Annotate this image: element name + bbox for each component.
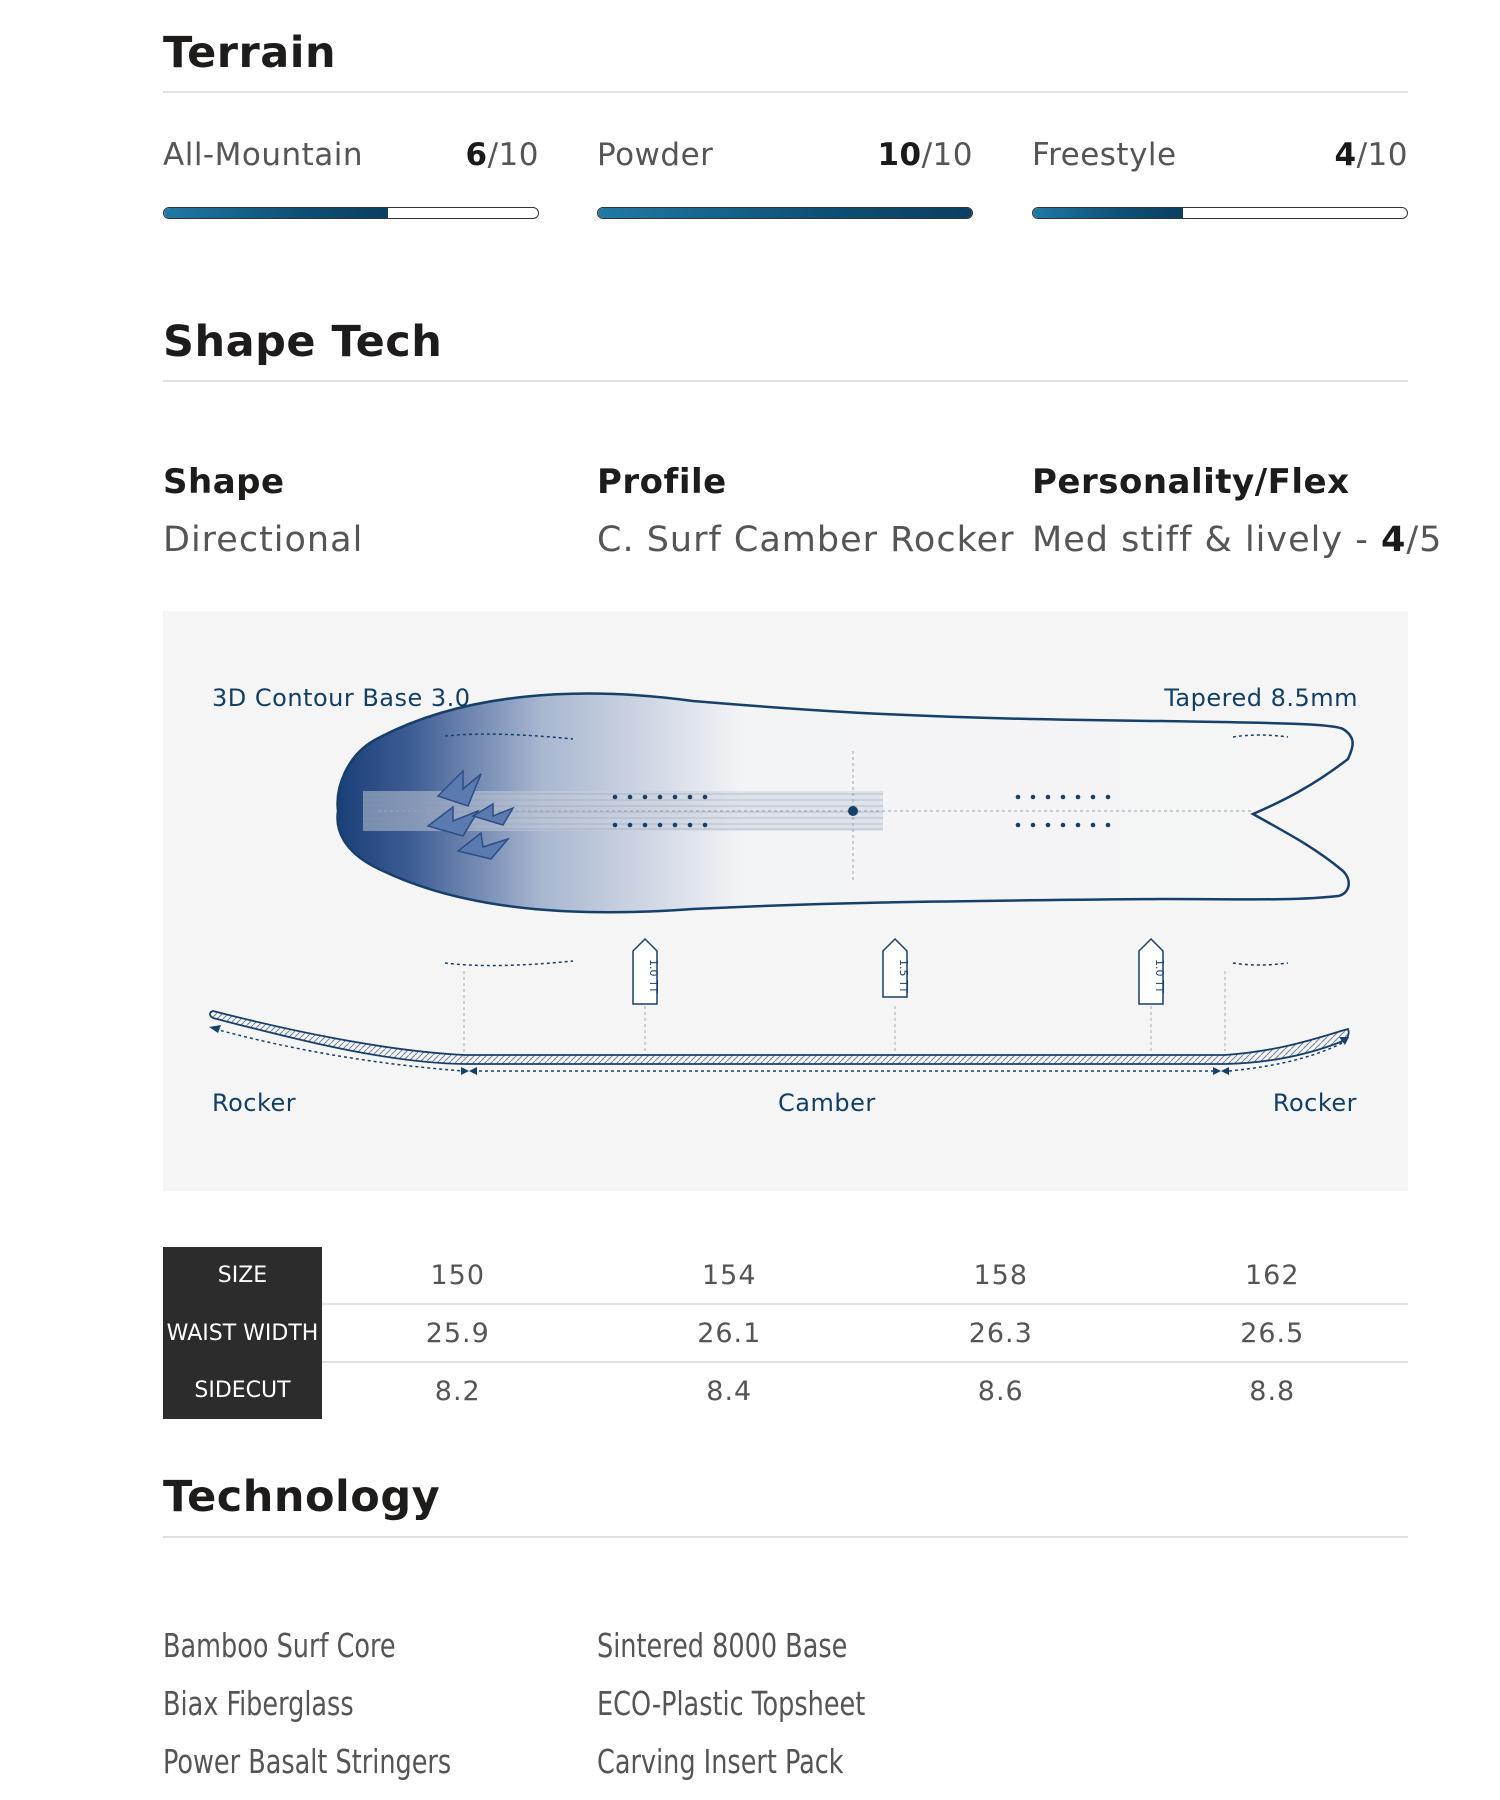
size-chart-table [163, 1247, 1408, 1419]
table-cell: 158 [865, 1247, 1137, 1304]
terrain-powder [597, 137, 973, 227]
terrain-rating-bar [163, 207, 539, 219]
technology-list-right [597, 1617, 909, 1791]
shape-tech-divider [163, 380, 1408, 382]
table-cell: 25.9 [322, 1304, 594, 1362]
terrain-label: All-Mountain [163, 137, 364, 173]
terrain-divider [163, 91, 1408, 93]
table-cell: 154 [594, 1247, 866, 1304]
terrain-all-mountain [163, 137, 539, 227]
table-cell: 26.5 [1137, 1304, 1409, 1362]
table-cell: 8.4 [706, 1375, 753, 1407]
technology-item: Biax Fiberglass [163, 1684, 354, 1723]
table-cell: 26.3 [865, 1304, 1137, 1362]
technology-item: Sintered 8000 Base [597, 1626, 848, 1665]
table-row [163, 1304, 1408, 1362]
row-header: WAIST WIDTH [163, 1304, 322, 1362]
spec-value: Directional [163, 520, 364, 560]
board-side-profile [210, 1011, 1349, 1064]
row-header: SIZE [163, 1247, 322, 1304]
technology-item: Carving Insert Pack [597, 1742, 844, 1781]
board-diagram [163, 611, 1408, 1191]
spec-value: Med stiff & lively - 4/5 [1032, 520, 1443, 560]
table-cell: 8.2 [434, 1375, 481, 1407]
spec-label: Profile [597, 462, 727, 502]
taper-label: Tapered 8.5mm [1164, 684, 1358, 712]
table-cell: 26.1 [594, 1304, 866, 1362]
spec-personality-flex [1032, 462, 1442, 560]
table-cell: 8.6 [977, 1375, 1024, 1407]
camber-label: Camber [778, 1089, 876, 1117]
technology-item: ECO-Plastic Topsheet [597, 1684, 866, 1723]
table-row [163, 1362, 1408, 1419]
insert-tag-left: 1.0 TT [647, 959, 660, 994]
technology-item: Power Basalt Stringers [163, 1742, 452, 1781]
center-mark-icon [848, 806, 858, 816]
technology-list-left [163, 1617, 498, 1791]
spec-label: Shape [163, 462, 285, 502]
technology-title: Technology [163, 1472, 441, 1522]
shape-tech-title: Shape Tech [163, 317, 443, 367]
terrain-rating-bar [1032, 207, 1408, 219]
terrain-label: Powder [597, 137, 714, 173]
spec-value: C. Surf Camber Rocker [597, 520, 1015, 560]
terrain-title: Terrain [163, 28, 337, 78]
table-row [163, 1247, 1408, 1304]
spec-label: Personality/Flex [1032, 462, 1350, 502]
terrain-score: 6/10 [465, 137, 539, 173]
insert-tag-center: 1.5 TT [897, 959, 910, 994]
table-cell: 162 [1137, 1247, 1409, 1304]
row-header: SIDECUT [163, 1362, 322, 1419]
insert-tag-right: 1.0 TT [1153, 959, 1166, 994]
table-cell: 8.8 [1249, 1375, 1296, 1407]
terrain-rating-bar [597, 207, 973, 219]
terrain-rating-fill [1033, 208, 1183, 218]
table-cell: 150 [322, 1247, 594, 1304]
terrain-score: 10/10 [877, 137, 973, 173]
terrain-score: 4/10 [1334, 137, 1408, 173]
contour-base-label: 3D Contour Base 3.0 [212, 684, 471, 712]
rocker-right-label: Rocker [1272, 1089, 1357, 1117]
spec-profile [597, 462, 1015, 560]
spec-shape [163, 462, 363, 560]
terrain-rating-fill [164, 208, 388, 218]
rocker-left-label: Rocker [212, 1089, 297, 1117]
terrain-label: Freestyle [1032, 137, 1177, 173]
terrain-freestyle [1032, 137, 1408, 227]
terrain-rating-fill [598, 208, 972, 218]
technology-item: Bamboo Surf Core [163, 1626, 396, 1665]
technology-divider [163, 1536, 1408, 1538]
